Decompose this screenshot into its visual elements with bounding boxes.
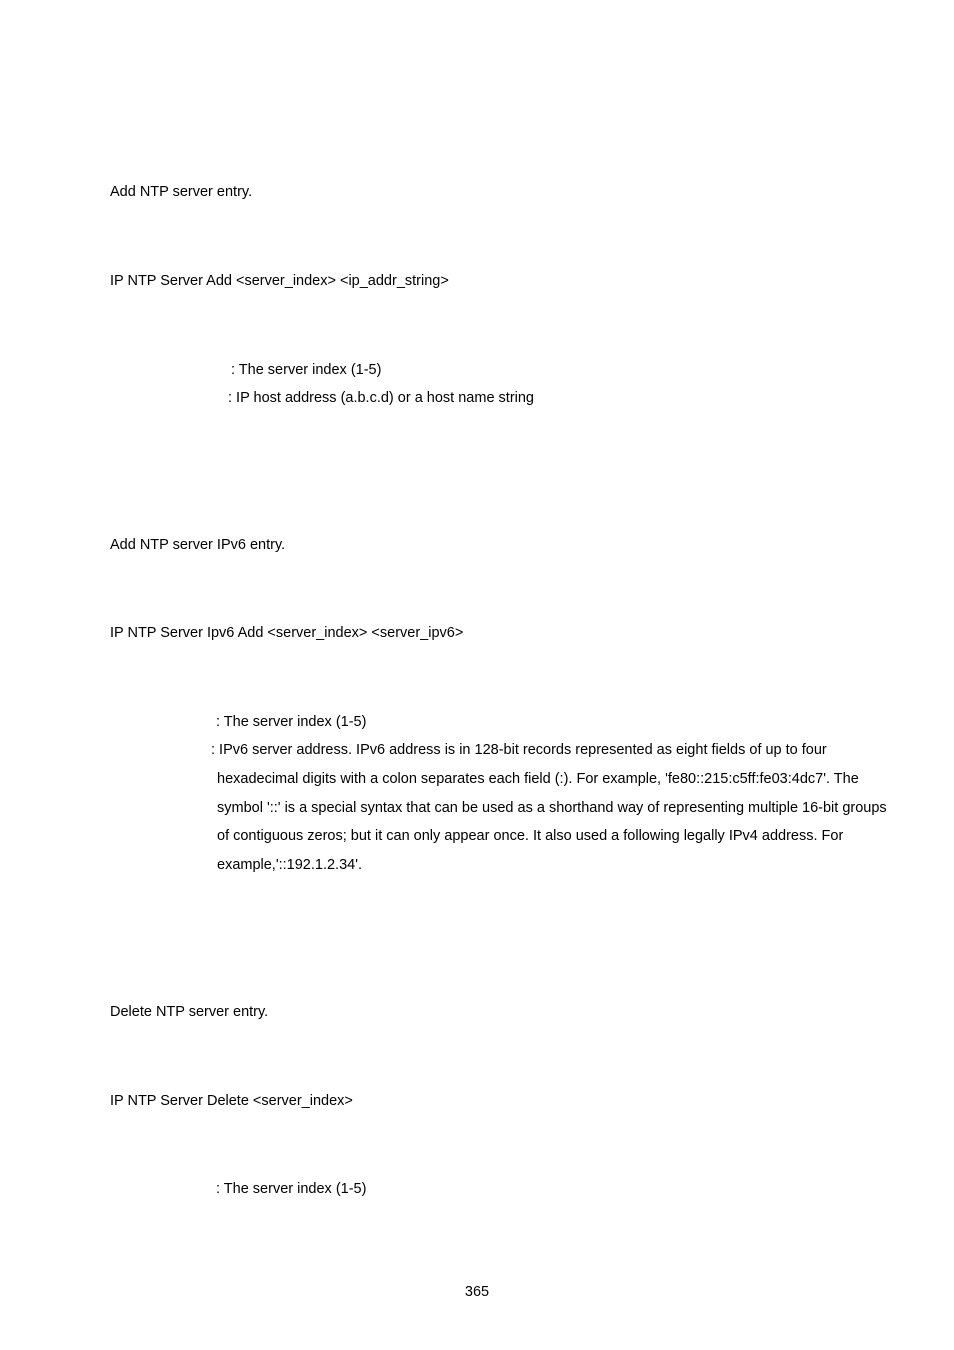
section-1-param-server-index: : The server index (1-5) [231, 362, 382, 378]
section-3-syntax: IP NTP Server Delete <server_index> [110, 1093, 353, 1109]
section-3-param-server-index: : The server index (1-5) [216, 1181, 367, 1197]
ipv6-param-line: hexadecimal digits with a colon separates each field (:). For example, 'fe80::215:c5ff:fe03:4dc7'. The [217, 770, 859, 787]
section-3-description: Delete NTP server entry. [110, 1004, 269, 1020]
ipv6-param-line: example,'::192.1.2.34'. [217, 857, 362, 874]
section-2-syntax: IP NTP Server Ipv6 Add <server_index> <server_ipv6> [110, 625, 464, 641]
section-1-description: Add NTP server entry. [110, 184, 253, 200]
ipv6-param-line: : IPv6 server address. IPv6 address is in 128-bit records represented as eight fields of up to four [211, 742, 827, 758]
section-2-param-server-index: : The server index (1-5) [216, 714, 367, 730]
section-2-param-server-ipv6 [211, 736, 887, 880]
ipv6-param-line: of contiguous zeros; but it can only appear once. It also used a following legally IPv4 address. For [217, 828, 844, 845]
page-number: 365 [464, 1284, 490, 1300]
section-1-param-ip-addr: : IP host address (a.b.c.d) or a host name string [228, 390, 534, 406]
ipv6-param-line: symbol '::' is a special syntax that can be used as a shorthand way of representing multiple 16-bit groups [217, 799, 887, 816]
section-1-syntax: IP NTP Server Add <server_index> <ip_addr_string> [110, 273, 449, 289]
section-2-description: Add NTP server IPv6 entry. [110, 537, 286, 553]
